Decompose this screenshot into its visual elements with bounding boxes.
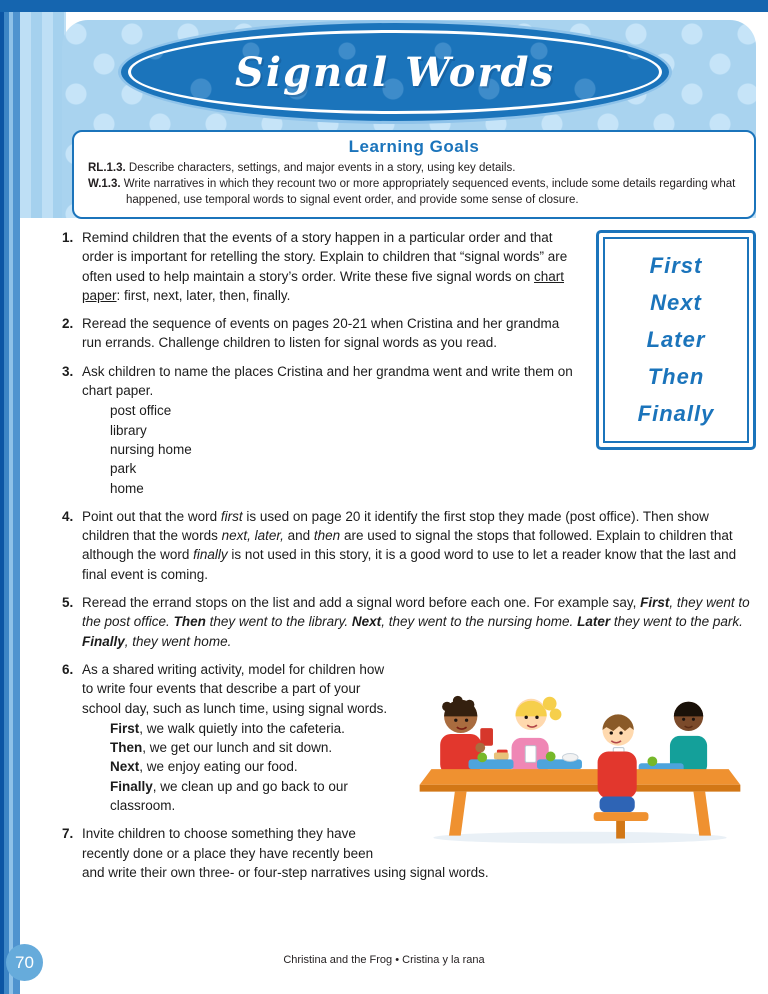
lesson-steps [62,228,756,891]
footer-book-title: Christina and the Frog • Cristina y la rana [283,954,485,966]
left-edge-decoration [0,12,20,994]
signal-word-first: First [649,253,703,279]
step-2-number: 2. [62,316,74,332]
standard-rl13: RL.1.3. Describe characters, settings, and major events in a story, using key details. [88,162,516,174]
top-edge-bar [0,0,768,12]
step-4 [62,507,756,584]
example-sentence: Next, we enjoy eating our food. [110,759,298,775]
step-6-text: As a shared writing activity, model for children how to write four events that describe a part of your school day, such as lunch time, using signal words. [82,661,388,716]
step-7-number: 7. [62,826,74,842]
step-1-text: Remind children that the events of a story happen in a particular order and that order is important for retelling the story. Explain to children that “signal words” are often used to help maintain a story’s order. Write these five signal words on chart paper: first, next, later, then, finally. [82,230,568,303]
place-item: library [110,422,147,438]
step-5-number: 5. [62,595,74,611]
places-list [110,401,756,497]
signal-word-next: Next [650,290,702,316]
page-title: Signal Words [234,48,556,96]
step-7 [62,824,756,882]
page-number: 70 [15,952,34,972]
header-stripe-band [20,12,66,218]
example-sentence: First, we walk quietly into the cafeteria. [110,720,345,736]
title-banner [128,30,662,114]
example-sentence: Then, we get our lunch and sit down. [110,740,333,756]
learning-goals-title: Learning Goals [348,137,480,156]
step-1 [62,228,756,305]
signal-word-finally: Finally [637,401,715,427]
place-item: post office [110,403,172,419]
signal-word-later: Later [646,327,706,353]
place-item: home [110,480,144,496]
step-6-number: 6. [62,661,74,677]
place-item: nursing home [110,441,192,457]
learning-goals-box [72,130,756,219]
step-3-text: Ask children to name the places Cristina and her grandma went and write them on chart paper. [82,363,573,399]
step-2 [62,314,756,353]
example-sentences [110,719,756,815]
step-5 [62,593,756,651]
step-3-number: 3. [62,363,74,379]
step-2-text: Reread the sequence of events on pages 20-21 when Cristina and her grandma run errands. Challenge children to listen for signal words as you read. [82,316,560,351]
step-4-number: 4. [62,508,74,524]
step-5-text: Reread the errand stops on the list and add a signal word before each one. For example say, First, they went to the post office. Then they went to the library. Next, they went to the nursing home. Later they went to the park. Finally, they went home. [82,595,750,649]
place-item: park [110,461,137,477]
step-1-number: 1. [62,230,74,245]
step-4-text: Point out that the word first is used on page 20 it identify the first stop they made (post office). Then show children that the words next, later, and then are used to signal the stops that followed. Explain to children that although the word finally is not used in this story, it is a good word to use to let a reader know that the last and final event is coming. [82,508,737,582]
step-6 [62,660,756,815]
step-3 [62,362,756,498]
standard-w13: W.1.3. Write narratives in which they recount two or more appropriately sequenced events, include some details regarding what happened, use temporal words to signal event order, and provide some sense of closure. [88,178,736,207]
signal-word-then: Then [647,364,705,390]
example-sentence: Finally, we clean up and go back to our classroom. [110,778,348,814]
step-7-text: Invite children to choose something they have recently done or a place they have recently been and write their own three- or four-step narratives using signal words. [82,826,489,880]
